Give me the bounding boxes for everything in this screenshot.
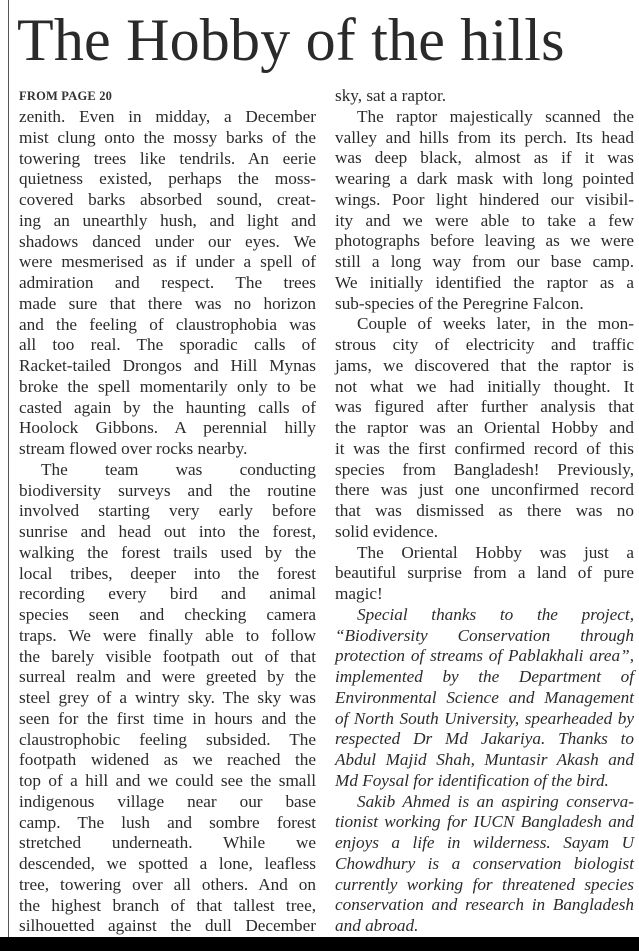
text-line: magic! — [335, 584, 383, 603]
text-line: were mesmerised as if under a spell of — [19, 252, 316, 272]
text-line: traps. We were finally able to follow — [19, 625, 316, 645]
text-line: Sakib Ahmed is an aspiring conserva- — [357, 791, 634, 811]
text-line: protection of streams of Pablakhali area”, — [335, 646, 634, 666]
text-line: involved starting very early before — [19, 501, 316, 521]
text-line: sub-species of the Peregrine Falcon. — [335, 293, 584, 313]
text-line: descended, we spotted a lone, leafless — [19, 854, 316, 873]
text-line: walking the forest trails used by the — [19, 542, 316, 562]
text-line: the highest branch of that tallest tree, — [19, 895, 316, 915]
column-rule — [8, 0, 9, 937]
text-line: the raptor was an Oriental Hobby and — [335, 418, 634, 437]
text-line: sky, sat a raptor. — [335, 86, 447, 105]
text-line: all too real. The sporadic calls of — [19, 335, 316, 355]
text-line: We initially identified the raptor as a — [335, 272, 634, 292]
right-column-body — [335, 86, 634, 937]
text-line: The raptor majestically scanned the — [357, 106, 634, 126]
text-line: top of a hill and we could see the small — [19, 771, 316, 790]
text-line: ity and we were able to take a few — [335, 210, 634, 230]
text-line: local tribes, deeper into the forest — [19, 563, 316, 583]
text-line: still a long way from our base camp. — [335, 252, 634, 271]
text-line: was figured after further analysis that — [335, 397, 634, 417]
continuation-kicker: FROM PAGE 20 — [19, 89, 113, 103]
text-line: made sure that there was no horizon — [19, 293, 316, 313]
text-line: Environmental Science and Management — [335, 687, 634, 707]
text-line: and abroad. — [335, 916, 419, 935]
text-line: there was just one unconfirmed record — [335, 480, 634, 500]
text-line: that was dismissed as there was no — [335, 501, 634, 520]
text-line: covered barks absorbed sound, creat- — [19, 190, 316, 209]
text-line: conservation and research in Bangladesh — [335, 895, 634, 915]
text-line: The Oriental Hobby was just a — [357, 542, 634, 562]
text-line: biodiversity surveys and the routine — [19, 480, 316, 500]
text-line: species from Bangladesh! Previously, — [335, 459, 634, 479]
text-line: not what we had initially thought. It — [335, 376, 634, 396]
text-line: mist clung onto the mossy barks of the — [19, 127, 316, 147]
text-line: valley and hills from its perch. Its head — [335, 127, 634, 147]
text-line: Md Foysal for identification of the bird. — [335, 770, 609, 790]
text-line: seen for the first time in hours and the — [19, 708, 316, 728]
text-line: silhouetted against the dull December — [19, 916, 316, 936]
text-line: surreal realm and were greeted by the — [19, 667, 316, 687]
text-line: admiration and respect. The trees — [19, 273, 316, 292]
text-line: wings. Poor light hindered our visibil- — [335, 189, 634, 209]
text-line: towering trees like tendrils. An eerie — [19, 148, 316, 168]
text-line: was deep black, almost as if it was — [335, 148, 634, 168]
text-line: indigenous village near our base — [19, 791, 316, 811]
text-line: “Biodiversity Conservation through — [335, 625, 634, 645]
text-line: broke the spell momentarily only to be — [19, 376, 316, 396]
text-line: zenith. Even in midday, a December — [19, 107, 316, 126]
text-line: respected Dr Md Jakariya. Thanks to — [335, 729, 634, 749]
text-line: Racket-tailed Drongos and Hill Mynas — [19, 356, 316, 375]
text-line: casted again by the haunting calls of — [19, 397, 316, 417]
text-line: stretched underneath. While we — [19, 833, 316, 853]
text-line: steel grey of a wintry sky. The sky was — [19, 688, 316, 707]
text-line: strous city of electricity and traffic — [335, 335, 634, 354]
text-line: implemented by the Department of — [335, 667, 634, 686]
text-line: footpath widened as we reached the — [19, 750, 316, 770]
text-line: ing an unearthly hush, and light and — [19, 210, 316, 230]
text-line: tree, towering over all others. And on — [19, 874, 316, 894]
text-line: stream flowed over rocks nearby. — [19, 439, 248, 458]
text-line: Couple of weeks later, in the mon- — [357, 314, 634, 334]
headline: The Hobby of the hills — [17, 7, 565, 73]
text-line: enjoys a life in wilderness. Sayam U — [335, 833, 634, 852]
text-line: shadows danced under our eyes. We — [19, 231, 316, 251]
text-line: Abdul Majid Shah, Muntasir Akash and — [335, 750, 634, 769]
text-line: Special thanks to the project, — [357, 604, 634, 624]
left-column-body — [19, 107, 316, 937]
text-line: jams, we discovered that the raptor is — [335, 355, 634, 375]
text-line: The team was conducting — [41, 459, 316, 479]
bottom-black-bar — [0, 937, 639, 951]
text-line: photographs before leaving as we were — [335, 231, 634, 251]
left-column — [19, 86, 316, 937]
text-line: of North South University, spearheaded by — [335, 708, 634, 728]
text-line: sunrise and head out into the forest, — [19, 522, 316, 541]
text-line: species seen and checking camera — [19, 605, 316, 624]
text-line: wearing a dark mask with long pointed — [335, 169, 634, 188]
text-line: recording every bird and animal — [19, 584, 316, 604]
text-line: currently working for threatened species — [335, 874, 634, 894]
text-line: tionist working for IUCN Bangladesh and — [335, 812, 634, 832]
text-line: the barely visible footpath out of that — [19, 646, 316, 666]
text-line: Chowdhury is a conservation biologist — [335, 853, 634, 873]
text-line: quietness existed, perhaps the moss- — [19, 169, 316, 189]
right-column — [335, 86, 634, 937]
text-line: claustrophobic feeling subsided. The — [19, 729, 316, 749]
text-line: Hoolock Gibbons. A perennial hilly — [19, 418, 316, 438]
text-line: solid evidence. — [335, 521, 439, 541]
text-line: beautiful surprise from a land of pure — [335, 563, 634, 583]
text-line: camp. The lush and sombre forest — [19, 812, 316, 832]
text-line: and the feeling of claustrophobia was — [19, 314, 316, 334]
text-line: it was the first confirmed record of this — [335, 438, 634, 458]
